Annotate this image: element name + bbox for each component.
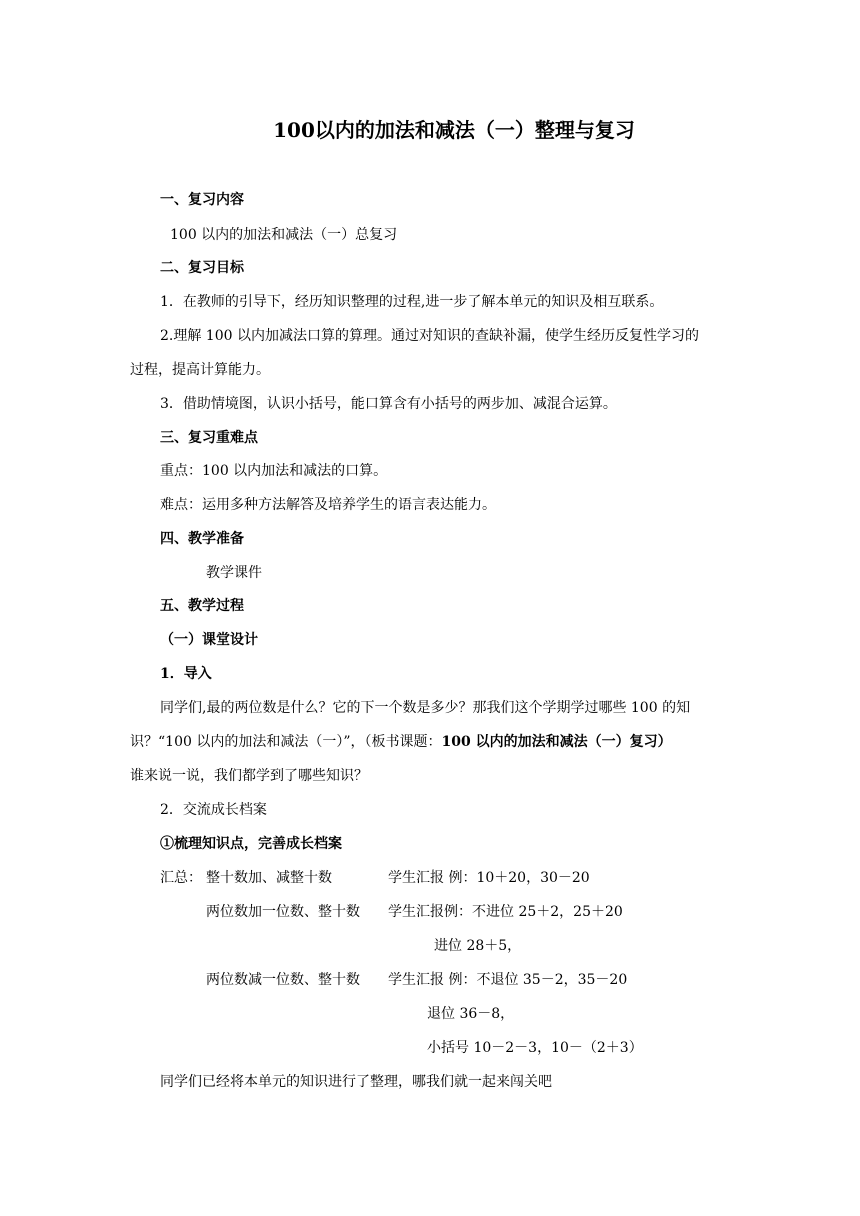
section-heading-review-goals: 二、复习目标 bbox=[160, 260, 244, 276]
goal-2-line-2: 过程，提高计算能力。 bbox=[130, 362, 270, 378]
goal-3: 3．借助情境图，认识小括号，能口算含有小括号的两步加、减混合运算。 bbox=[160, 396, 617, 412]
summary-row-2-report: 学生汇报例：不进位 25＋2，25＋20 bbox=[388, 904, 623, 920]
step-1-heading: 1．导入 bbox=[160, 666, 212, 682]
closing-text: 同学们已经将本单元的知识进行了整理，哪我们就一起来闯关吧 bbox=[160, 1074, 552, 1090]
summary-row-3-report: 学生汇报 例：不退位 35－2，35－20 bbox=[388, 972, 628, 988]
summary-row-1-topic: 整十数加、减整十数 bbox=[206, 870, 332, 886]
key-point-text: 重点：100 以内加法和减法的口算。 bbox=[160, 463, 388, 479]
summary-row-1-report: 学生汇报 例：10＋20，30－20 bbox=[388, 870, 590, 886]
intro-line-2-text: 识？“100 以内的加法和减法（一）”，（板书课题： bbox=[130, 734, 442, 750]
summary-row-2-topic: 两位数加一位数、整十数 bbox=[206, 904, 360, 920]
step-2-heading: 2．交流成长档案 bbox=[160, 802, 267, 818]
preparation-text: 教学课件 bbox=[206, 565, 262, 581]
difficulty-text: 难点：运用多种方法解答及培养学生的语言表达能力。 bbox=[160, 497, 496, 513]
sub-step-heading: ①梳理知识点，完善成长档案 bbox=[160, 836, 342, 852]
intro-line-2-bold: 100 以内的加法和减法（一）复习） bbox=[441, 734, 672, 750]
summary-label: 汇总： bbox=[160, 870, 202, 886]
summary-row-3-topic: 两位数减一位数、整十数 bbox=[206, 972, 360, 988]
intro-line-2 bbox=[130, 732, 672, 752]
goal-1: 1．在教师的引导下，经历知识整理的过程,进一步了解本单元的知识及相互联系。 bbox=[160, 294, 664, 310]
summary-row-3-extra-1: 退位 36－8， bbox=[427, 1006, 515, 1022]
summary-row-3-extra-2: 小括号 10－2－3，10－（2＋3） bbox=[427, 1040, 643, 1056]
section-heading-key-points: 三、复习重难点 bbox=[160, 430, 258, 446]
section-heading-teaching-process: 五、教学过程 bbox=[160, 598, 244, 614]
section-heading-preparation: 四、教学准备 bbox=[160, 531, 244, 547]
summary-row-2-extra: 进位 28＋5， bbox=[434, 938, 522, 954]
intro-line-3: 谁来说一说，我们都学到了哪些知识？ bbox=[130, 768, 368, 784]
intro-line-1: 同学们,最的两位数是什么？它的下一个数是多少？那我们这个学期学过哪些 100 的知 bbox=[160, 700, 691, 716]
document-title: 100以内的加法和减法（一）整理与复习 bbox=[273, 118, 635, 142]
subsection-heading-class-design: （一）课堂设计 bbox=[160, 632, 258, 648]
review-content-text: 100 以内的加法和减法（一）总复习 bbox=[170, 227, 398, 243]
section-heading-review-content: 一、复习内容 bbox=[160, 192, 244, 208]
goal-2-line-1: 2.理解 100 以内加减法口算的算理。通过对知识的查缺补漏，使学生经历反复性学习的 bbox=[160, 328, 699, 344]
